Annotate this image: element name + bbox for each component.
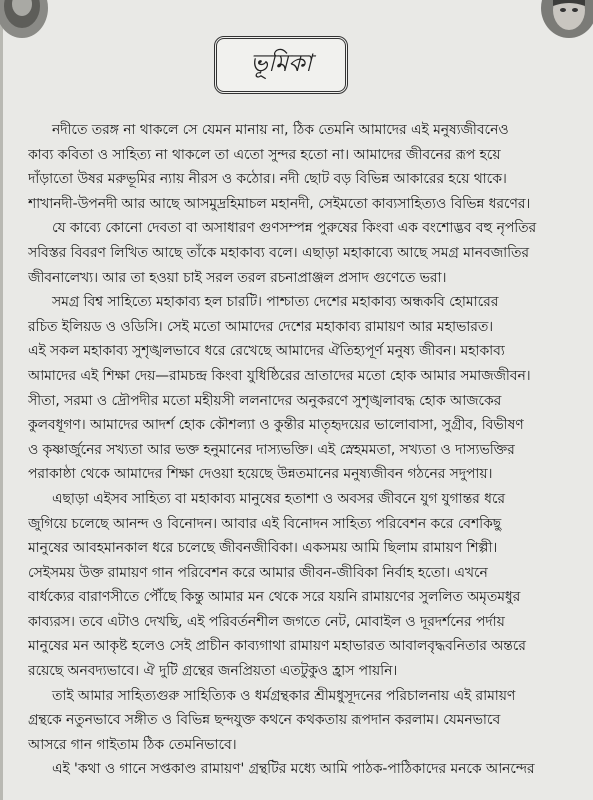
paragraph-6 [28, 757, 570, 782]
text-line: নদীতে তরঙ্গ না থাকলে সে যেমন মানায় না, ঠিক তেমনি আমাদের এই মনুষ্যজীবনেও [52, 122, 509, 138]
text-line: সেইসময় উক্ত রামায়ণ গান পরিবেশন করে আমার জীবন-জীবিকা নির্বাহ হতো। এখনে [28, 564, 488, 581]
text-line: মানুষের আবহমানকাল ধরে চলেছে জীবনজীবিকা। একসময় আমি ছিলাম রামায়ণ শিল্পী। [28, 540, 498, 557]
corner-ornament-left [0, 0, 56, 40]
text-line: রচিত ইলিয়ড ও ওডিসি। সেই মতো আমাদের দেশের মহাকাব্য রামায়ণ আর মহাভারত। [28, 318, 494, 335]
paragraph-1 [28, 118, 570, 216]
text-line: গ্রন্থকে নতুনভাবে সঙ্গীত ও বিভিন্ন ছন্দযুক্ত কথনে কথকতায় রূপদান করলাম। যেমনভাবে [28, 712, 501, 729]
text-line: সবিস্তর বিবরণ লিখিত আছে তাঁকে মহাকাব্য বলে। এছাড়া মহাকাব্যে আছে সমগ্র মানবজাতির [28, 244, 529, 261]
title-frame [214, 36, 348, 94]
text-line: শাখানদী-উপনদী আর আছে আসমুদ্রহিমাচল মহানদী, সেইমতো কাব্যসাহিত্যও বিভিন্ন ধরণের। [28, 195, 531, 212]
body-text [28, 118, 570, 782]
text-line: জুগিয়ে চলেছে আনন্দ ও বিনোদন। আবার এই বিনোদন সাহিত্য পরিবেশন করে বেশকিছু [28, 515, 502, 532]
text-line: দাঁড়াতো উষর মরুভূমির ন্যায় নীরস ও কঠোর। নদী ছোট বড় বিভিন্ন আকারের হয়ে থাকে। [28, 171, 507, 188]
paragraph-3 [28, 290, 570, 487]
text-line: যে কাব্যে কোনো দেবতা বা অসাধারণ গুণসম্পন্ন পুরুষের কিংবা এক বংশোদ্ভব বহু নৃপতির [52, 220, 537, 237]
paragraph-5 [28, 684, 570, 758]
corner-portrait-right [535, 0, 593, 40]
text-line: কাব্য কবিতা ও সাহিত্য না থাকলে তা এতো সুন্দর হতো না। আমাদের জীবনের রূপ হয়ে [28, 146, 501, 163]
page-edge [0, 0, 3, 800]
text-line: সীতা, সরমা ও দ্রৌপদীর মতো মহীয়সী ললনাদের অনুকরণে সুশৃঙ্খলাবদ্ধ হোক আজকের [28, 392, 502, 409]
text-line: কুলবধূগণ। আমাদের আদর্শ হোক কৌশল্যা ও কুন্তীর মাতৃহৃদয়ের ভালোবাসা, সুগ্রীব, বিভীষণ [28, 417, 524, 434]
paragraph-4 [28, 487, 570, 684]
text-line: সমগ্র বিশ্ব সাহিত্যে মহাকাব্য হল চারটি। পাশ্চাত্য দেশের মহাকাব্য অন্ধকবি হোমারের [52, 294, 499, 311]
text-line: রয়েছে অনবদ্যভাবে। ঐ দুটি গ্রন্থের জনপ্রিয়তা এতটুকুও হ্রাস পায়নি। [28, 663, 398, 680]
text-line: জীবনালেখ্য। আর তা হওয়া চাই সরল তরল রচনাপ্রাঞ্জল প্রসাদ গুণেতে ভরা। [28, 269, 447, 286]
text-line: পরাকাষ্ঠা থেকে আমাদের শিক্ষা দেওয়া হয়েছে উন্নতমানের মনুষ্যজীবন গঠনের সদুপায়। [28, 466, 493, 483]
text-line: কাব্যরস। তবে এটাও দেখছি, এই পরিবর্তনশীল জগতে নেট, মোবাইল ও দূরদর্শনের পর্দায় [28, 613, 505, 630]
text-line: এই সকল মহাকাব্য সুশৃঙ্খলভাবে ধরে রেখেছে আমাদের ঐতিহ্যপূর্ণ মনুষ্য জীবন। মহাকাব্য [28, 343, 505, 360]
text-line: এই 'কথা ও গানে সপ্তকাণ্ড রামায়ণ' গ্রন্থটির মধ্যে আমি পাঠক-পাঠিকাদের মনকে আনন্দের [52, 761, 535, 778]
text-line: ও কৃষ্ণার্জুনের সখ্যতা আর ভক্ত হনুমানের দাস্যভক্তি। এই স্নেহমমতা, সখ্যতা ও দাস্যভক্তির [28, 441, 515, 458]
text-line: তাই আমার সাহিত্যগুরু সাহিত্যিক ও ধর্মগ্রন্থকার শ্রীমধুসূদনের পরিচালনায় এই রামায়ণ [52, 687, 516, 704]
text-line: বার্ধক্যের বারাণসীতে পৌঁছে কিন্তু আমার মন থেকে সরে যয়নি রামায়ণের সুললিত অমৃতমধুর [28, 589, 521, 606]
paragraph-2 [28, 216, 570, 290]
page-title: ভূমিকা [250, 49, 312, 77]
text-line: আমাদের এই শিক্ষা দেয়—রামচন্দ্র কিংবা যুধিষ্ঠিরের ভ্রাতাদের মতো হোক আমার সমাজজীবন। [28, 367, 531, 384]
text-line: আসরে গান গাইতাম ঠিক তেমনিভাবে। [28, 736, 237, 753]
text-line: এছাড়া এইসব সাহিত্য বা মহাকাব্য মানুষের হতাশা ও অবসর জীবনে যুগ যুগান্তর ধরে [52, 490, 505, 507]
text-line: মানুষের মন আকৃষ্ট হলেও সেই প্রাচীন কাব্যগাথা রামায়ণ মহাভারত আবালবৃদ্ধবনিতার অন্তরে [28, 638, 526, 655]
